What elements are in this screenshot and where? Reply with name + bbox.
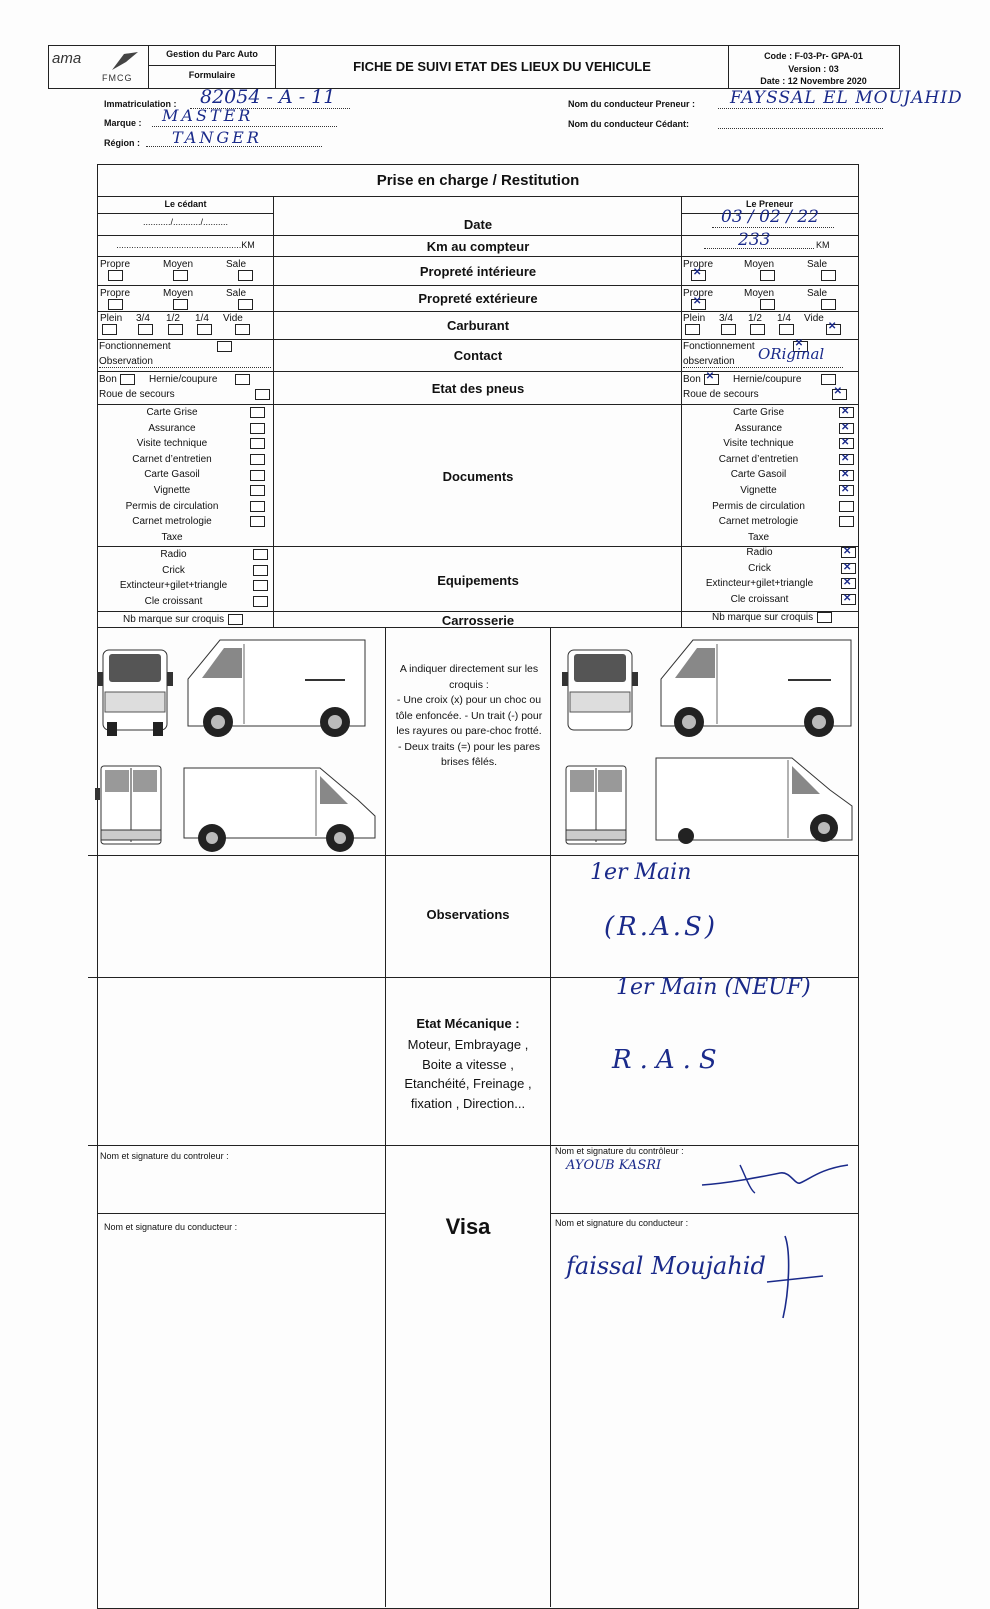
preneur-label: Nom du conducteur Preneur :	[568, 99, 696, 109]
right-doc-taxe[interactable]: Taxe	[747, 531, 770, 543]
preneur-value: FAYSSAL EL MOUJAHID	[730, 88, 963, 108]
left-doc-metrologie[interactable]: Carnet metrologie	[100, 514, 265, 530]
controleur-signature	[700, 1155, 850, 1195]
row-prop-int-label: Propreté intérieure	[419, 264, 537, 279]
van-front-left	[95, 640, 175, 738]
left-eq-cle[interactable]: Cle croissant	[100, 594, 268, 610]
right-eq-radio[interactable]: Radio ✕	[684, 545, 856, 561]
meca-line2: R.A.S	[612, 1045, 725, 1075]
right-prop-int-propre[interactable]: Propre ✕	[683, 259, 713, 281]
left-fuel-34[interactable]: 3/4	[136, 313, 153, 335]
right-fuel-vide[interactable]: Vide ✕	[804, 313, 841, 335]
left-doc-visite[interactable]: Visite technique	[100, 436, 265, 452]
right-prop-ext-sale[interactable]: Sale	[807, 288, 836, 310]
header-box-parc: Gestion du Parc Auto	[166, 49, 258, 59]
left-fuel-12[interactable]: 1/2	[166, 313, 183, 335]
left-documents-list	[100, 405, 265, 545]
right-doc-vignette[interactable]: Vignette ✕	[684, 483, 854, 499]
right-contact-observation[interactable]: observation	[683, 356, 843, 368]
visa-label: Visa	[445, 1214, 491, 1239]
right-prop-ext-moyen[interactable]: Moyen	[744, 288, 775, 310]
right-equipements-list	[684, 545, 856, 607]
left-pneus-hernie[interactable]: Hernie/coupure	[149, 374, 250, 385]
right-doc-carte-gasoil[interactable]: Carte Gasoil ✕	[684, 467, 854, 483]
observations-line2: (R.A.S)	[604, 912, 718, 942]
row-carburant-label: Carburant	[446, 318, 510, 333]
left-nb-marque[interactable]: Nb marque sur croquis	[123, 614, 243, 625]
doc-version: Version : 03	[788, 64, 839, 74]
left-prop-int-moyen[interactable]: Moyen	[163, 259, 193, 281]
left-doc-vignette[interactable]: Vignette	[100, 483, 265, 499]
meca-title: Etat Mécanique :	[416, 1016, 520, 1031]
right-pneus-bon[interactable]: Bon✕	[683, 374, 719, 385]
row-date-label: Date	[463, 217, 493, 232]
van-side-left-right	[652, 750, 857, 845]
van-side-right	[653, 634, 853, 744]
left-prop-int-propre[interactable]: Propre	[100, 259, 130, 281]
col-header-preneur: Le Preneur	[745, 199, 794, 209]
marque-value: MASTER	[162, 106, 254, 125]
left-eq-crick[interactable]: Crick	[100, 563, 268, 579]
right-eq-crick[interactable]: Crick ✕	[684, 561, 856, 577]
van-side-left	[180, 634, 370, 744]
right-doc-carnet-entretien[interactable]: Carnet d’entretien ✕	[684, 452, 854, 468]
left-equipements-list	[100, 547, 268, 609]
right-doc-assurance[interactable]: Assurance ✕	[684, 421, 854, 437]
right-km-field[interactable]: 233	[738, 230, 771, 250]
van-side-right-left	[180, 760, 380, 855]
left-fuel-14[interactable]: 1/4	[195, 313, 212, 335]
van-back-left	[95, 760, 170, 855]
left-km-field[interactable]: ..................................................KM	[116, 240, 255, 250]
left-doc-assurance[interactable]: Assurance	[100, 421, 265, 437]
cedant-label: Nom du conducteur Cédant:	[568, 119, 689, 129]
sig-controleur-right-label: Nom et signature du contrôleur :	[555, 1146, 684, 1156]
row-carrosserie-label: Carrosserie	[441, 613, 515, 628]
row-equipements-label: Equipements	[437, 573, 519, 588]
right-km-unit: KM	[816, 240, 830, 250]
right-date-field[interactable]: 03 / 02 / 22	[721, 207, 819, 227]
sig-controleur-name: AYOUB KASRI	[566, 1158, 662, 1173]
left-doc-taxe[interactable]: Taxe	[161, 531, 183, 543]
region-value: TANGER	[172, 128, 262, 147]
meca-body: Moteur, Embrayage , Boite a vitesse , Etanchéité, Freinage , fixation , Direction...	[404, 1037, 532, 1111]
right-doc-carte-grise[interactable]: Carte Grise ✕	[684, 405, 854, 421]
left-prop-ext-moyen[interactable]: Moyen	[163, 288, 193, 310]
col-header-cedant: Le cédant	[164, 199, 207, 209]
doc-code: Code : F-03-Pr- GPA-01	[764, 51, 863, 61]
left-prop-int-sale[interactable]: Sale	[226, 259, 253, 281]
observations-line1: 1er Main	[590, 860, 692, 885]
region-label: Région :	[104, 138, 140, 148]
left-contact-observation[interactable]: Observation	[99, 356, 271, 368]
left-date-field[interactable]: .........../.........../..........	[142, 217, 229, 227]
sig-conducteur-right-label: Nom et signature du conducteur :	[555, 1218, 689, 1228]
left-pneus-bon[interactable]: Bon	[99, 374, 135, 385]
conducteur-signature-flourish	[765, 1232, 825, 1322]
left-fuel-plein[interactable]: Plein	[100, 313, 122, 335]
row-prop-ext-label: Propreté extérieure	[418, 291, 538, 306]
right-pneus-secours[interactable]: Roue de secours✕	[683, 389, 847, 400]
sig-controleur-left-label: Nom et signature du controleur :	[100, 1151, 229, 1161]
immat-value: 82054 - A - 11	[200, 86, 336, 108]
right-fuel-14[interactable]: 1/4	[777, 313, 794, 335]
left-pneus-secours[interactable]: Roue de secours	[99, 389, 270, 400]
right-fuel-12[interactable]: 1/2	[748, 313, 765, 335]
left-prop-ext-propre[interactable]: Propre	[100, 288, 130, 310]
meca-line1: 1er Main (NEUF)	[616, 975, 811, 1000]
right-doc-visite[interactable]: Visite technique ✕	[684, 436, 854, 452]
right-doc-metrologie[interactable]: Carnet metrologie	[684, 514, 854, 530]
immat-label: Immatriculation :	[104, 99, 177, 109]
right-fuel-plein[interactable]: Plein	[683, 313, 705, 335]
right-doc-permis[interactable]: Permis de circulation	[684, 499, 854, 515]
right-contact-fonctionnement[interactable]: Fonctionnement✕	[683, 341, 808, 352]
right-pneus-hernie[interactable]: Hernie/coupure	[733, 374, 836, 385]
page-title: FICHE DE SUIVI ETAT DES LIEUX DU VEHICULE	[353, 59, 651, 74]
row-contact-label: Contact	[453, 348, 503, 363]
right-observation-value: ORiginal	[758, 345, 825, 363]
right-nb-marque[interactable]: Nb marque sur croquis	[712, 612, 832, 623]
left-doc-carte-gasoil[interactable]: Carte Gasoil	[100, 467, 265, 483]
right-fuel-34[interactable]: 3/4	[719, 313, 736, 335]
left-contact-fonctionnement[interactable]: Fonctionnement	[99, 341, 232, 352]
van-back-right	[560, 760, 635, 855]
observations-label: Observations	[426, 907, 510, 922]
right-documents-list	[684, 405, 854, 545]
left-doc-carnet-entretien[interactable]: Carnet d’entretien	[100, 452, 265, 468]
sig-conducteur-left-label: Nom et signature du conducteur :	[104, 1222, 238, 1232]
logo-mark-icon	[110, 50, 140, 72]
croquis-instructions: A indiquer directement sur les croquis : - Une croix (x) pour un choc ou tôle enfoncée. - Un trait (-) pour les rayures ou pare-choc frotté. - Deux traits (=) pour les pares brises fêlés.	[395, 663, 543, 768]
right-eq-extincteur[interactable]: Extincteur+gilet+triangle ✕	[684, 576, 856, 592]
left-fuel-vide[interactable]: Vide	[223, 313, 250, 335]
cedant-dots	[718, 120, 883, 129]
doc-date: Date : 12 Novembre 2020	[760, 76, 867, 86]
right-prop-int-sale[interactable]: Sale	[807, 259, 836, 281]
company-logo: ama FMCG	[50, 48, 146, 86]
left-eq-radio[interactable]: Radio	[100, 547, 268, 563]
row-pneus-label: Etat des pneus	[431, 381, 525, 396]
right-prop-int-moyen[interactable]: Moyen	[744, 259, 775, 281]
marque-label: Marque :	[104, 118, 142, 128]
left-doc-carte-grise[interactable]: Carte Grise	[100, 405, 265, 421]
right-eq-cle[interactable]: Cle croissant ✕	[684, 592, 856, 608]
van-front-right	[560, 640, 640, 738]
left-eq-extincteur[interactable]: Extincteur+gilet+triangle	[100, 578, 268, 594]
left-doc-permis[interactable]: Permis de circulation	[100, 499, 265, 515]
row-documents-label: Documents	[442, 469, 514, 484]
right-prop-ext-propre[interactable]: Propre ✕	[683, 288, 713, 310]
row-km-label: Km au compteur	[426, 239, 530, 254]
section-title: Prise en charge / Restitution	[376, 172, 580, 189]
header-box-formulaire: Formulaire	[188, 70, 236, 80]
left-prop-ext-sale[interactable]: Sale	[226, 288, 253, 310]
conducteur-signature: faissal Moujahid	[566, 1252, 766, 1280]
